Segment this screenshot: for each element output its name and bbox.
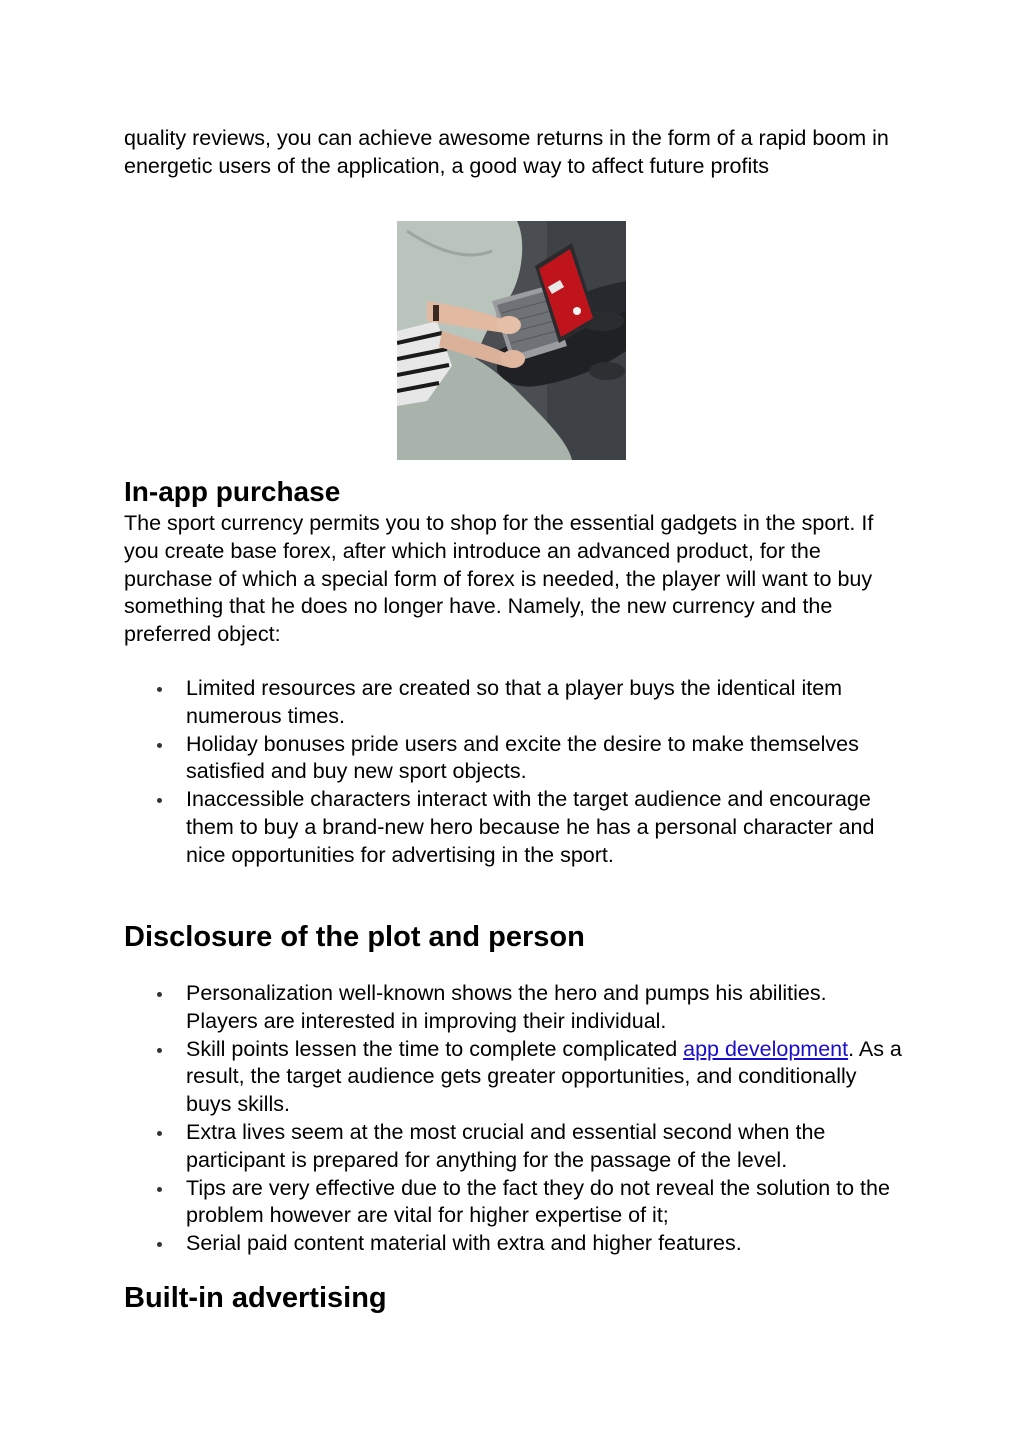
list-item: Tips are very effective due to the fact they do not reveal the solution to the problem however are vital for higher expertise of it; [124, 1175, 904, 1231]
list-item: Serial paid content material with extra and higher features. [124, 1230, 904, 1258]
list-item: Inaccessible characters interact with the target audience and encourage them to buy a brand-new hero because he has a personal character and nice opportunities for advertising in the sport. [124, 786, 904, 869]
intro-paragraph: quality reviews, you can achieve awesome returns in the form of a rapid boom in energetic users of the application, a good way to affect future profits [124, 126, 889, 178]
laptop-photo [397, 221, 626, 460]
list-item: Extra lives seem at the most crucial and essential second when the participant is prepared for anything for the passage of the level. [124, 1119, 904, 1175]
in-app-purchase-list [124, 675, 904, 870]
list-item: Limited resources are created so that a player buys the identical item numerous times. [124, 675, 904, 731]
in-app-purchase-paragraph: The sport currency permits you to shop for the essential gadgets in the sport. If you create base forex, after which introduce an advanced product, for the purchase of which a special form of forex is needed, the player will want to buy something that he does no longer have. Namely, the new currency and the preferred object: [124, 511, 874, 647]
section-heading-built-in-advertising: Built-in advertising [124, 1282, 387, 1314]
list-item: Holiday bonuses pride users and excite the desire to make themselves satisfied and buy new sport objects. [124, 731, 904, 787]
list-item: Personalization well-known shows the hero and pumps his abilities. Players are interested in improving their individual. [124, 980, 904, 1036]
section-heading-disclosure: Disclosure of the plot and person [124, 921, 585, 953]
disclosure-list [124, 980, 904, 1258]
app-development-link[interactable]: app development [683, 1036, 849, 1061]
list-item [124, 1036, 904, 1119]
list-item-text: . As a result, the target audience gets greater opportunities, and conditionally buys skills. [186, 1036, 902, 1117]
list-item-text: Skill points lessen the time to complete complicated [186, 1036, 684, 1061]
section-heading-in-app-purchase: In-app purchase [124, 476, 341, 507]
